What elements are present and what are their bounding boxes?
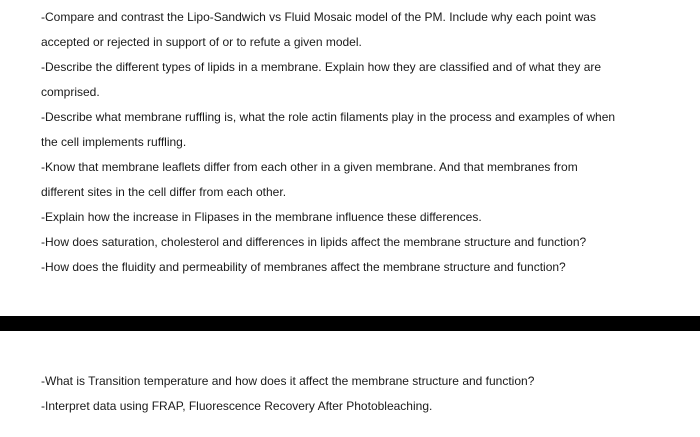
- text-line-11: -How does the fluidity and permeability of membranes affect the membrane structure and function?: [41, 260, 566, 274]
- text-line-6: the cell implements ruffling.: [41, 135, 187, 149]
- text-line-3: -Describe the different types of lipids in a membrane. Explain how they are classified and of what they are: [41, 60, 602, 74]
- text-line-2: accepted or rejected in support of or to refute a given model.: [41, 35, 362, 49]
- text-line-10: -How does saturation, cholesterol and differences in lipids affect the membrane structure and function?: [41, 235, 587, 249]
- study-questions-bottom: [0, 331, 700, 437]
- text-line-1: -Compare and contrast the Lipo-Sandwich vs Fluid Mosaic model of the PM. Include why each point was: [41, 10, 596, 24]
- black-divider-bar: [0, 316, 700, 331]
- text-line-5: -Describe what membrane ruffling is, what the role actin filaments play in the process and examples of when: [41, 110, 616, 124]
- text-line-7: -Know that membrane leaflets differ from each other in a given membrane. And that membranes from: [41, 160, 578, 174]
- text-line-8: different sites in the cell differ from each other.: [41, 185, 287, 199]
- text-line-12: -What is Transition temperature and how does it affect the membrane structure and function?: [41, 374, 535, 388]
- text-line-9: -Explain how the increase in Flipases in the membrane influence these differences.: [41, 210, 482, 224]
- text-line-4: comprised.: [41, 85, 100, 99]
- text-line-13: -Interpret data using FRAP, Fluorescence Recovery After Photobleaching.: [41, 399, 433, 413]
